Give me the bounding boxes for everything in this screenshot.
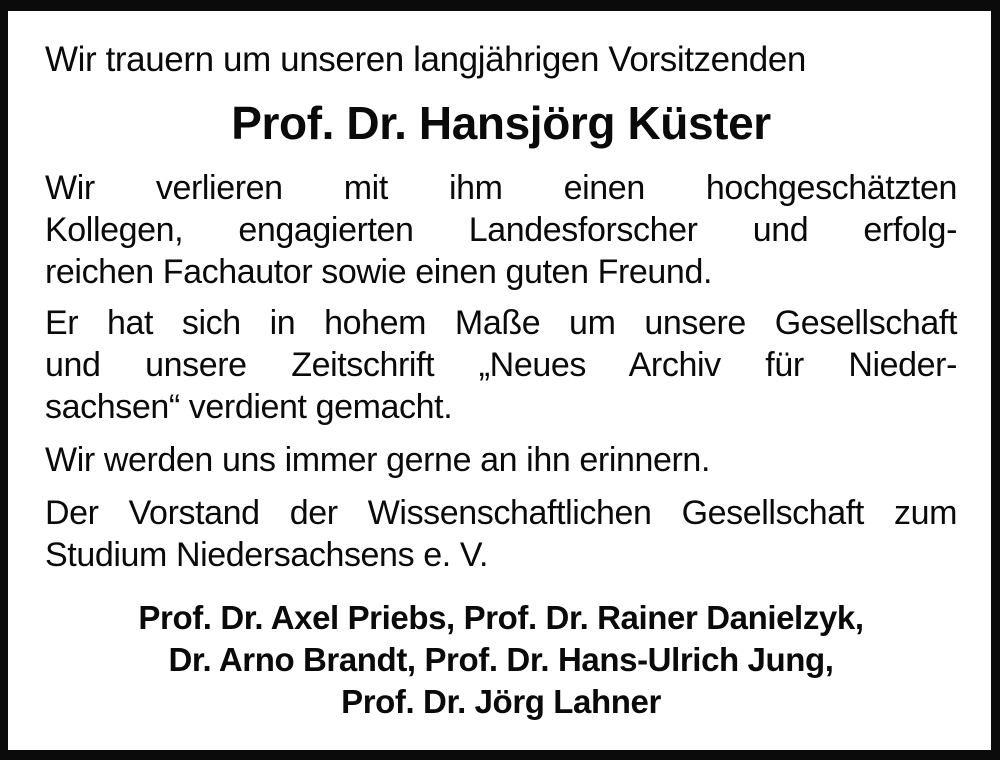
signature-line: Prof. Dr. Jörg Lahner <box>341 683 661 720</box>
intro-line: Wir trauern um unseren langjährigen Vorsitzenden <box>45 40 806 79</box>
text-line: reichen Fachautor sowie einen guten Freund. <box>45 253 713 291</box>
text-line: Wir verlieren mit ihm einen hochgeschätzten <box>45 169 957 207</box>
signature-line: Prof. Dr. Axel Priebs, Prof. Dr. Rainer Danielzyk, <box>138 599 864 636</box>
text-line: sachsen“ verdient gemacht. <box>45 388 453 426</box>
signature-line: Dr. Arno Brandt, Prof. Dr. Hans-Ulrich Jung, <box>168 641 834 678</box>
text-line: Kollegen, engagierten Landesforscher und erfolg- <box>45 211 957 249</box>
text-line: Studium Niedersachsens e. V. <box>45 536 489 574</box>
paragraph-remembrance <box>45 439 957 481</box>
paragraph-merits <box>45 302 957 428</box>
paragraph-tribute <box>45 167 957 293</box>
text-line: Wir werden uns immer gerne an ihn erinnern. <box>45 441 710 479</box>
text-line: Der Vorstand der Wissenschaftlichen Gesellschaft zum <box>45 494 957 532</box>
paragraph-board <box>45 492 957 576</box>
signature-block <box>45 597 957 723</box>
text-line: und unsere Zeitschrift „Neues Archiv für Nieder- <box>45 346 957 384</box>
text-line: Er hat sich in hohem Maße um unsere Gesellschaft <box>45 304 957 342</box>
deceased-name: Prof. Dr. Hansjörg Küster <box>231 97 771 149</box>
